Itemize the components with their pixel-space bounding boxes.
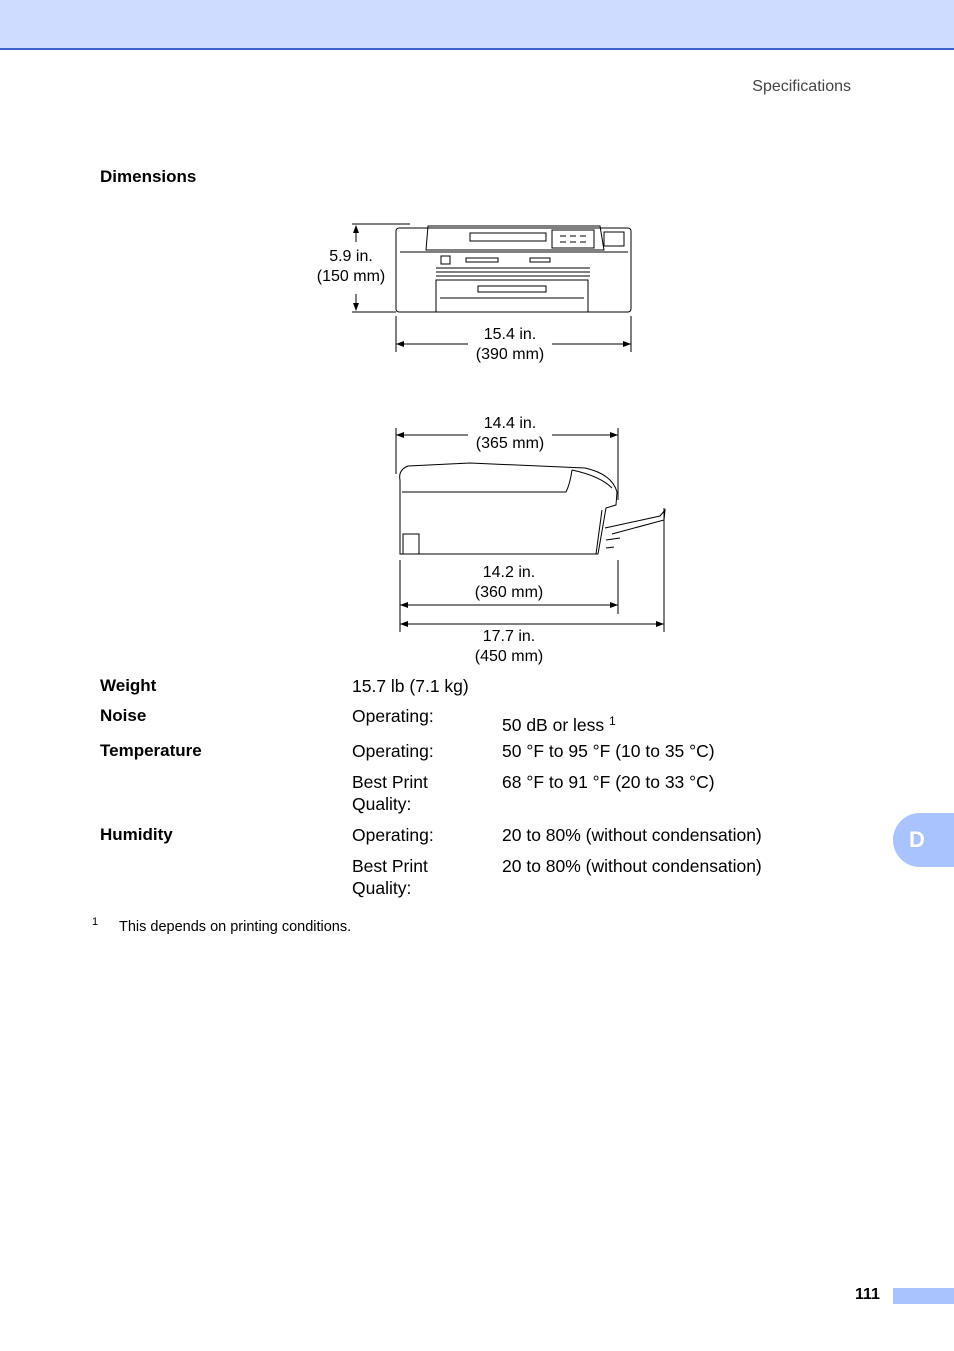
footnote-number: 1 <box>92 916 99 928</box>
humidity-operating-condition: Operating: <box>352 825 434 845</box>
printer-side-view <box>400 463 665 554</box>
height-metric: (150 mm) <box>316 268 386 285</box>
depth-tray-imperial: 17.7 in. <box>482 628 536 645</box>
temperature-bestprint-line1: Best Print <box>352 772 428 792</box>
depth-top-metric: (365 mm) <box>475 435 545 452</box>
noise-value-wrap <box>502 710 616 736</box>
temperature-bestprint-condition <box>352 771 428 815</box>
weight-label: Weight <box>100 676 157 695</box>
width-imperial: 15.4 in. <box>483 326 537 343</box>
humidity-bestprint-line2: Quality: <box>352 878 412 898</box>
humidity-bestprint-line1: Best Print <box>352 856 428 876</box>
noise-footnote-ref: 1 <box>609 714 616 728</box>
weight-value: 15.7 lb (7.1 kg) <box>352 676 469 696</box>
depth-base-label <box>467 563 551 603</box>
printer-front-view <box>396 226 631 312</box>
depth-tray-metric: (450 mm) <box>474 648 544 665</box>
noise-label: Noise <box>100 706 147 725</box>
depth-top-label <box>468 414 552 454</box>
temperature-operating-value: 50 °F to 95 °F (10 to 35 °C) <box>502 741 715 761</box>
dimensions-heading: Dimensions <box>100 167 197 186</box>
section-title: Specifications <box>752 78 851 95</box>
height-label <box>312 247 390 287</box>
noise-condition: Operating: <box>352 706 434 726</box>
depth-tray-label <box>467 627 551 667</box>
temperature-label: Temperature <box>100 741 202 760</box>
noise-value: 50 dB or less <box>502 715 605 735</box>
chapter-tab <box>893 813 954 867</box>
width-metric: (390 mm) <box>475 346 545 363</box>
height-imperial: 5.9 in. <box>329 248 373 265</box>
depth-base-imperial: 14.2 in. <box>482 564 536 581</box>
width-label <box>468 325 552 365</box>
footnote-text: This depends on printing conditions. <box>119 919 352 935</box>
humidity-bestprint-value: 20 to 80% (without condensation) <box>502 856 762 876</box>
depth-base-metric: (360 mm) <box>474 584 544 601</box>
humidity-label: Humidity <box>100 825 173 844</box>
page-number-bar <box>893 1288 954 1304</box>
temperature-bestprint-line2: Quality: <box>352 794 412 814</box>
temperature-bestprint-value: 68 °F to 91 °F (20 to 33 °C) <box>502 772 715 792</box>
depth-top-imperial: 14.4 in. <box>483 415 537 432</box>
chapter-letter: D <box>909 827 925 852</box>
temperature-operating-condition: Operating: <box>352 741 434 761</box>
humidity-bestprint-condition <box>352 855 428 899</box>
humidity-operating-value: 20 to 80% (without condensation) <box>502 825 762 845</box>
page-number: 111 <box>855 1286 880 1303</box>
